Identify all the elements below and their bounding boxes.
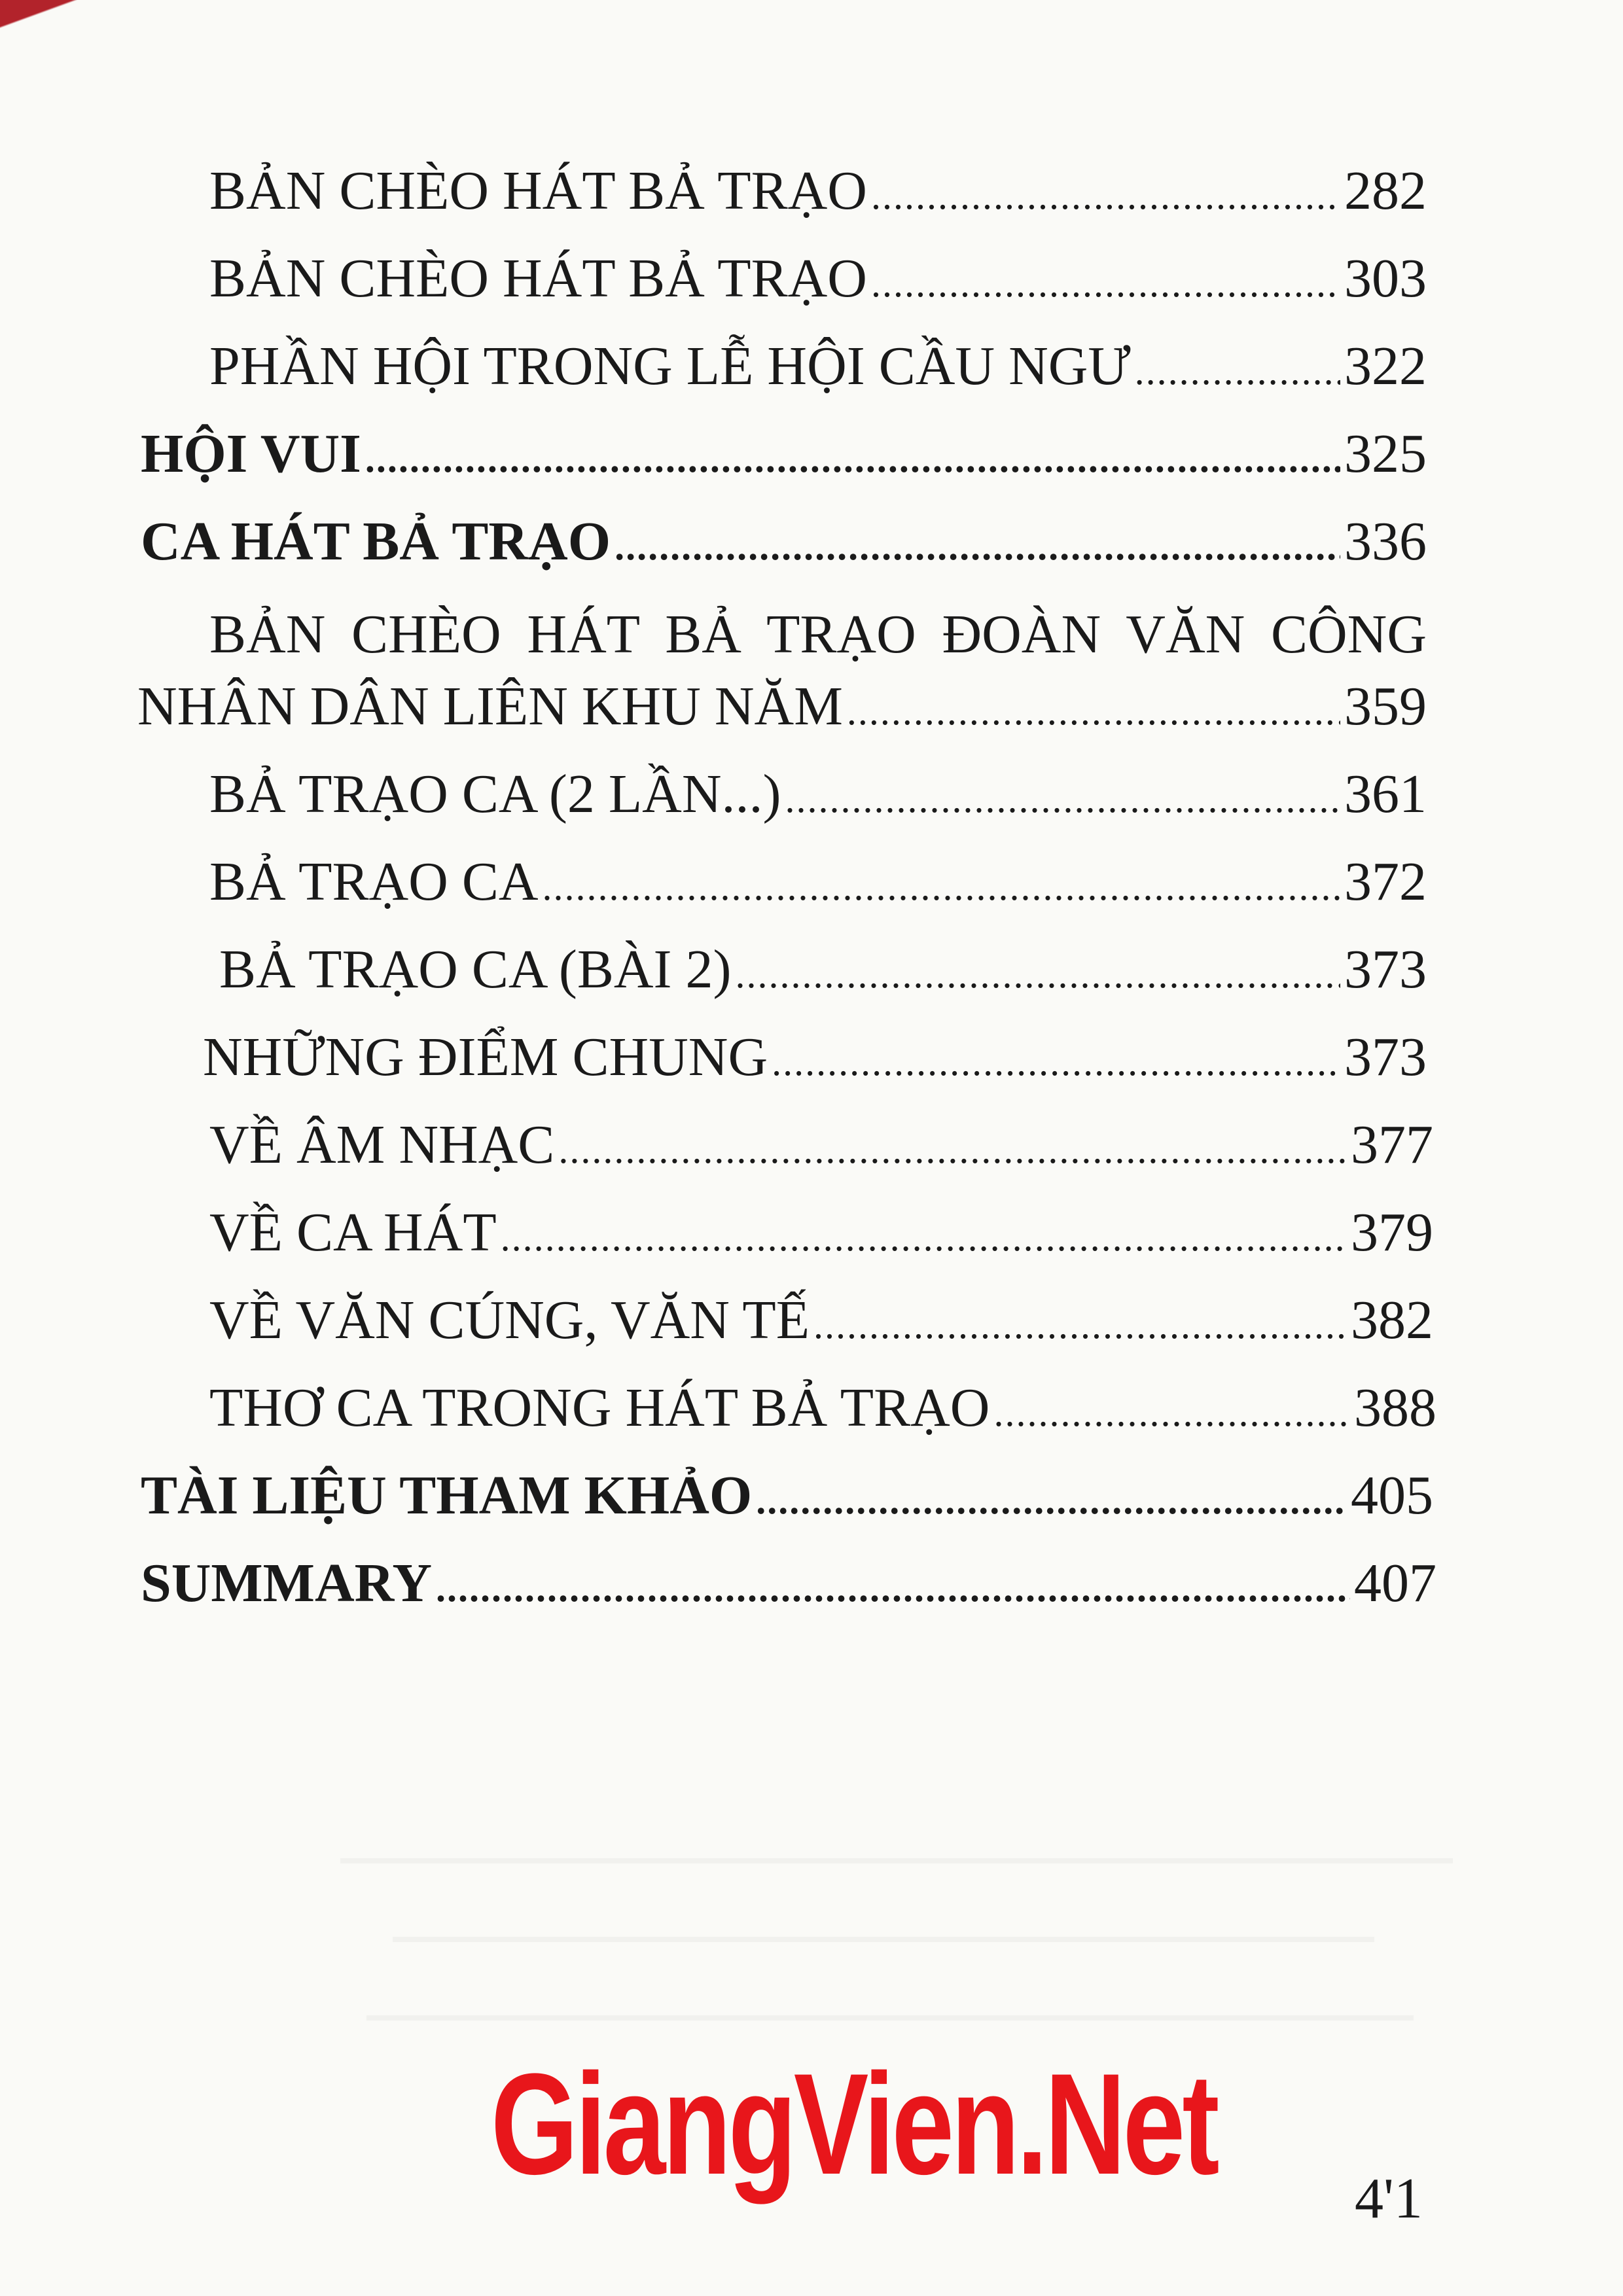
toc-entry-main[interactable] bbox=[141, 1465, 1433, 1526]
toc-entry-page: 359 bbox=[1344, 676, 1427, 737]
watermark-logo: GiangVien.Net bbox=[491, 2043, 1217, 2204]
toc-leader-dots bbox=[993, 1393, 1350, 1432]
toc-leader-dots bbox=[871, 264, 1340, 303]
toc-entry[interactable] bbox=[209, 1377, 1436, 1438]
toc-leader-dots bbox=[543, 867, 1340, 906]
toc-leader-dots bbox=[736, 955, 1341, 994]
show-through-line bbox=[340, 1858, 1453, 1863]
toc-entry-page: 382 bbox=[1351, 1290, 1433, 1351]
toc-entry-page: 303 bbox=[1344, 248, 1427, 309]
toc-leader-dots bbox=[785, 779, 1340, 819]
toc-entry-page: 361 bbox=[1344, 764, 1427, 824]
toc-entry-title: NHỮNG ĐIỂM CHUNG bbox=[203, 1027, 768, 1087]
toc-entry-title: HỘI VUI bbox=[141, 423, 361, 484]
toc-leader-dots bbox=[558, 1130, 1347, 1169]
toc-entry[interactable] bbox=[209, 764, 1427, 824]
toc-entry-title: VỀ CA HÁT bbox=[209, 1202, 497, 1263]
toc-entry-page: 336 bbox=[1344, 511, 1427, 572]
toc-entry-title: VỀ VĂN CÚNG, VĂN TẾ bbox=[209, 1290, 810, 1351]
toc-entry-page: 325 bbox=[1344, 423, 1427, 484]
toc-entry[interactable] bbox=[209, 1202, 1433, 1263]
toc-entry-title: BẢN CHÈO HÁT BẢ TRẠO bbox=[209, 160, 867, 221]
toc-entry[interactable] bbox=[209, 1290, 1433, 1351]
toc-entry-page: 373 bbox=[1344, 939, 1427, 1000]
toc-entry-page: 388 bbox=[1354, 1377, 1436, 1438]
toc-entry[interactable] bbox=[203, 1027, 1427, 1087]
toc-entry-main[interactable] bbox=[141, 1553, 1436, 1614]
toc-entry-title: BẢ TRẠO CA bbox=[209, 851, 539, 912]
toc-leader-dots bbox=[615, 527, 1340, 566]
toc-entry-page: 372 bbox=[1344, 851, 1427, 912]
toc-entry-title: TÀI LIỆU THAM KHẢO bbox=[141, 1465, 753, 1526]
toc-entry-title: BẢ TRẠO CA (2 LẦN...) bbox=[209, 764, 781, 824]
toc-leader-dots bbox=[436, 1568, 1350, 1608]
toc-entry[interactable] bbox=[209, 851, 1427, 912]
toc-entry-title: BẢN CHÈO HÁT BẢ TRẠO bbox=[209, 248, 867, 309]
toc-leader-dots bbox=[365, 439, 1340, 478]
toc-entry-main[interactable] bbox=[141, 423, 1427, 484]
toc-entry-title: CA HÁT BẢ TRẠO bbox=[141, 511, 611, 572]
toc-entry-title: VỀ ÂM NHẠC bbox=[209, 1114, 555, 1175]
toc-entry-title-line1[interactable]: BẢN CHÈO HÁT BẢ TRẠO ĐOÀN VĂN CÔNG bbox=[209, 604, 1427, 665]
toc-entry[interactable] bbox=[209, 248, 1427, 309]
toc-entry-title-line2: NHÂN DÂN LIÊN KHU NĂM bbox=[137, 676, 843, 737]
toc-entry-page: 373 bbox=[1344, 1027, 1427, 1087]
toc-leader-dots bbox=[847, 692, 1340, 731]
page-number: 4'1 bbox=[1355, 2167, 1423, 2231]
toc-entry-page: 322 bbox=[1344, 336, 1427, 397]
toc-entry[interactable] bbox=[209, 1114, 1433, 1175]
toc-entry-page: 377 bbox=[1351, 1114, 1433, 1175]
toc-entry-title: SUMMARY bbox=[141, 1553, 432, 1614]
show-through-line bbox=[393, 1937, 1374, 1942]
toc-entry[interactable] bbox=[219, 939, 1427, 1000]
toc-entry-title: THƠ CA TRONG HÁT BẢ TRẠO bbox=[209, 1377, 990, 1438]
toc-entry[interactable] bbox=[209, 160, 1427, 221]
toc-entry-page: 407 bbox=[1354, 1553, 1436, 1614]
toc-leader-dots bbox=[501, 1218, 1347, 1257]
show-through-line bbox=[366, 2015, 1414, 2021]
toc-leader-dots bbox=[813, 1305, 1347, 1345]
toc-entry-title: BẢ TRẠO CA (BÀI 2) bbox=[219, 939, 732, 1000]
toc-leader-dots bbox=[772, 1042, 1340, 1082]
toc-entry-page: 405 bbox=[1351, 1465, 1433, 1526]
toc-entry-page: 379 bbox=[1351, 1202, 1433, 1263]
toc-entry-title: PHẦN HỘI TRONG LỄ HỘI CẦU NGƯ bbox=[209, 336, 1131, 397]
toc-leader-dots bbox=[1135, 351, 1340, 391]
toc-leader-dots bbox=[871, 176, 1340, 215]
toc-leader-dots bbox=[756, 1481, 1347, 1520]
toc-entry-page: 282 bbox=[1344, 160, 1427, 221]
toc-entry-main[interactable] bbox=[141, 511, 1427, 572]
toc-entry[interactable] bbox=[137, 676, 1427, 737]
toc-entry[interactable] bbox=[209, 336, 1427, 397]
